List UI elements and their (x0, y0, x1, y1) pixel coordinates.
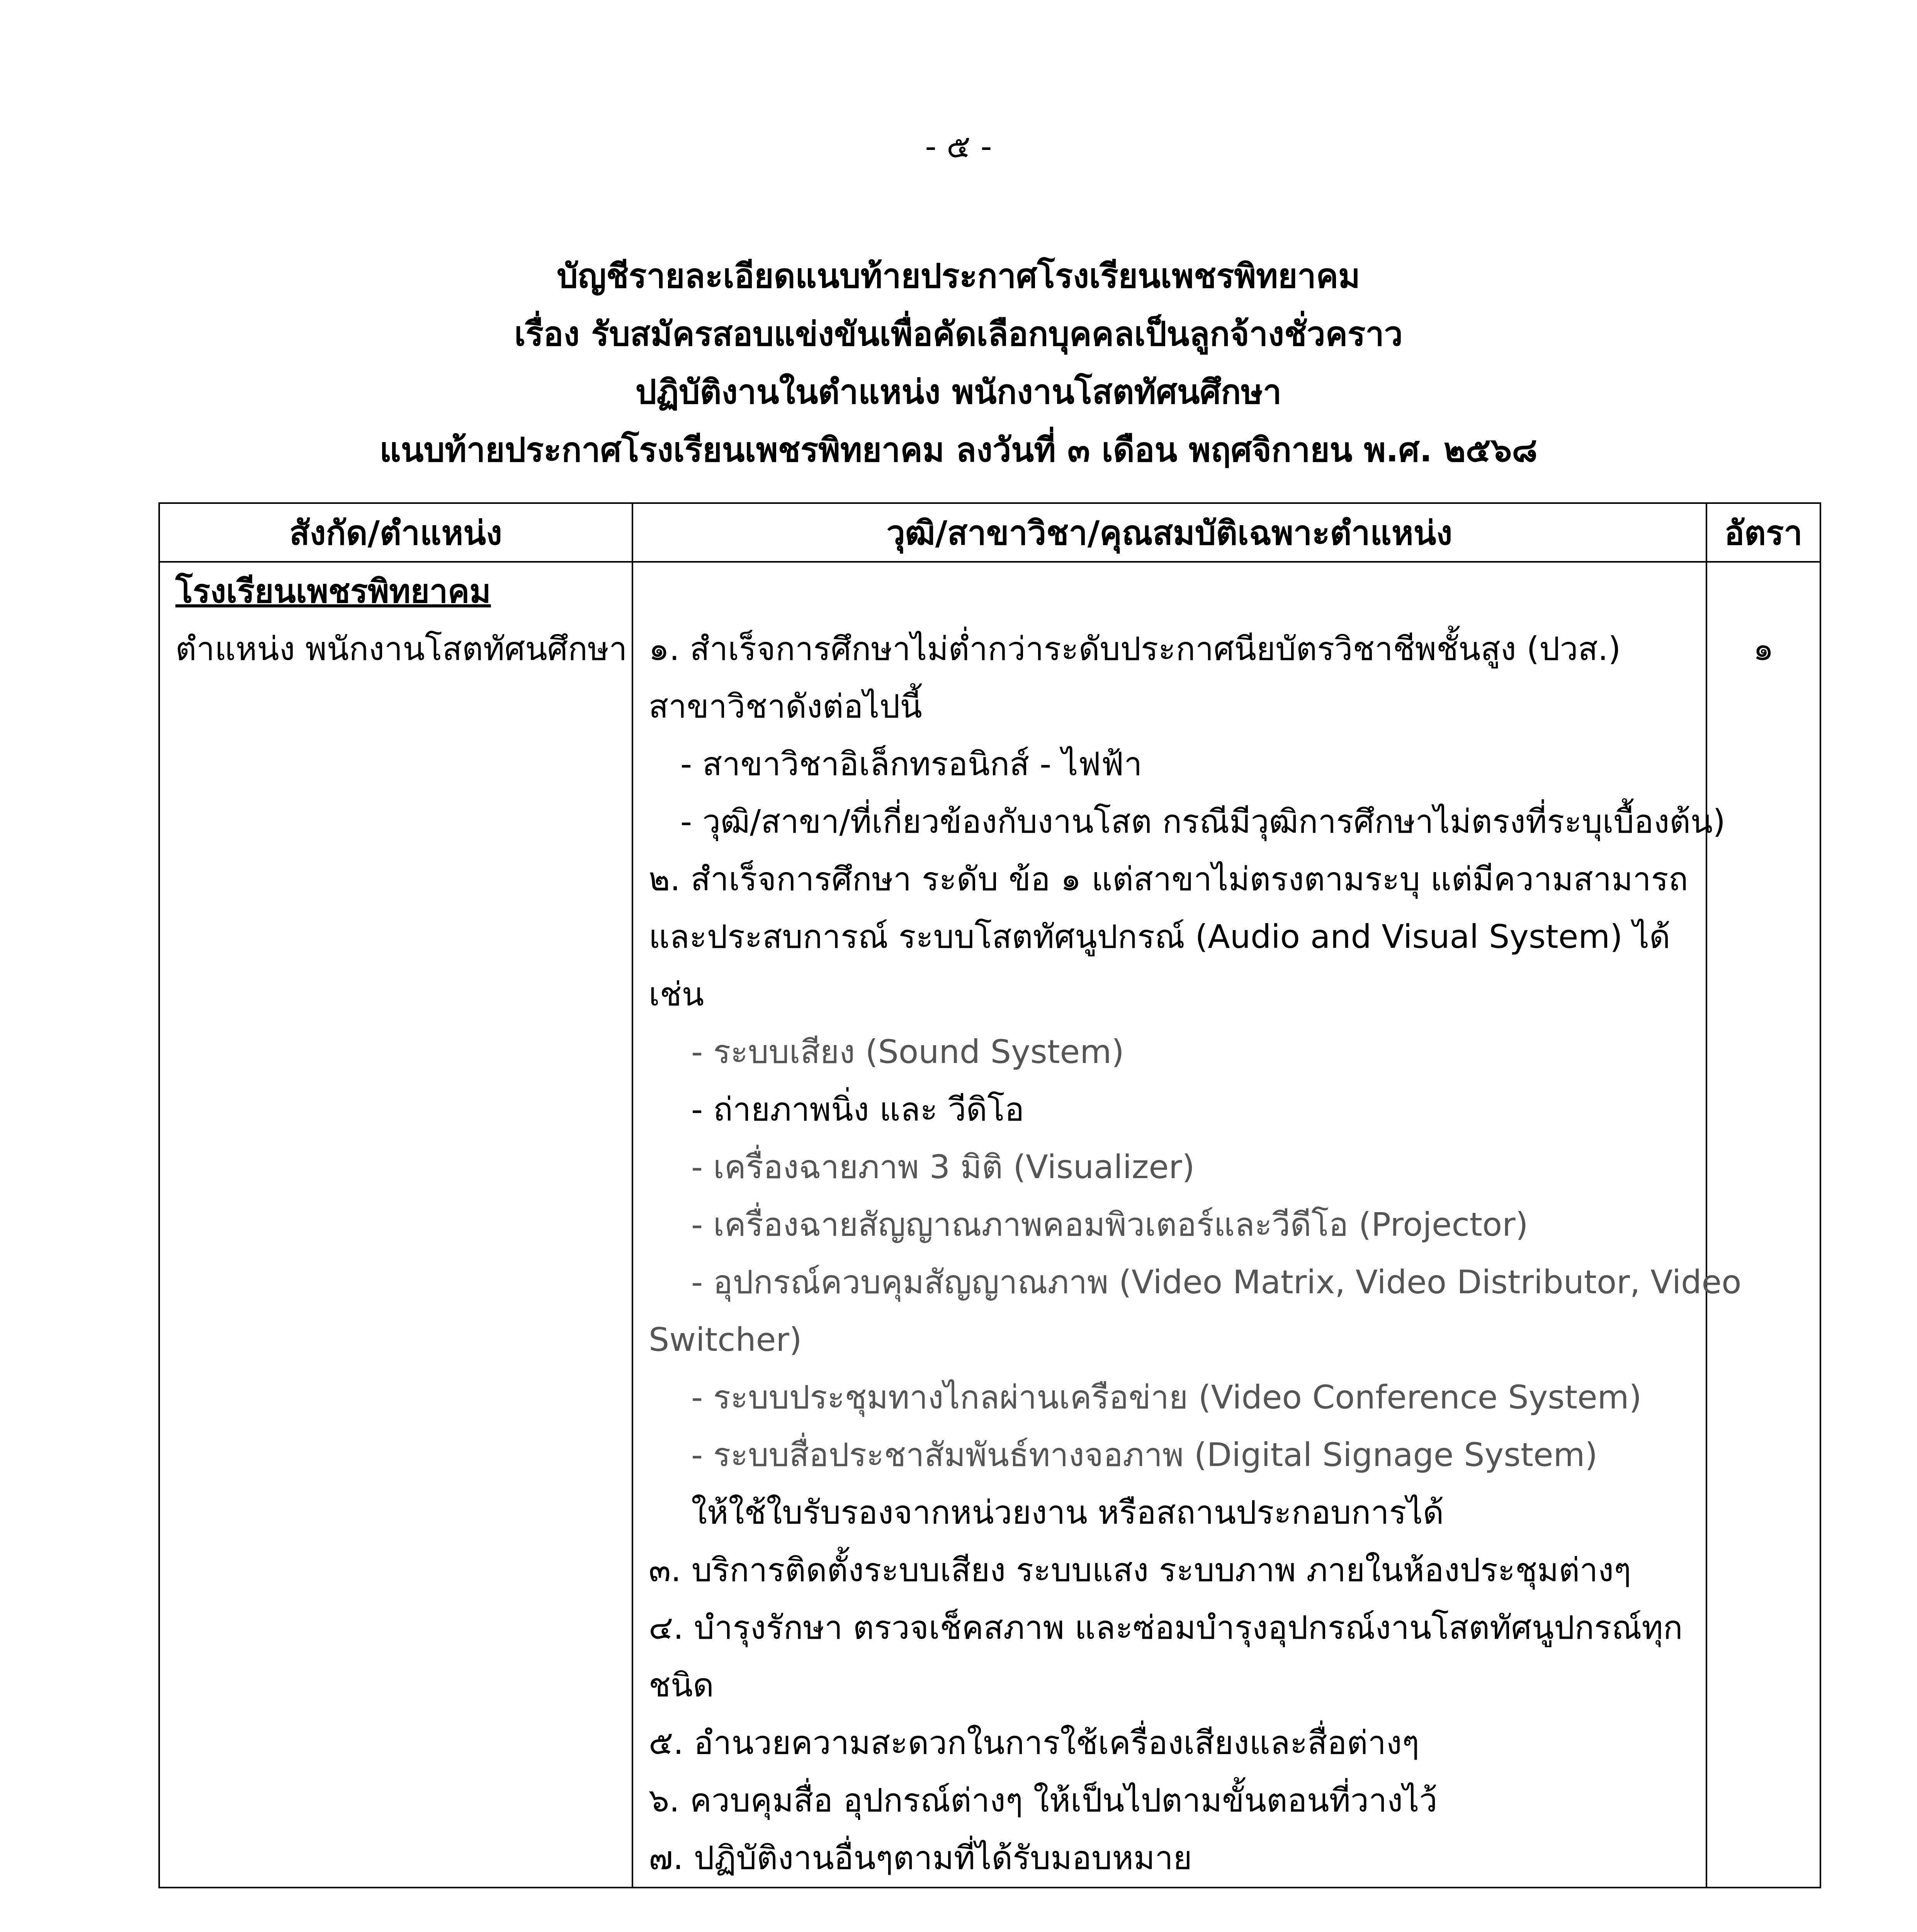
qualification-4-cont: ชนิด (649, 1666, 714, 1704)
heading-line-3: ปฏิบัติงานในตำแหน่ง พนักงานโสตทัศนศึกษา (635, 373, 1282, 412)
qualification-2-cont: และประสบการณ์ ระบบโสตทัศนูปกรณ์ (Audio and Visual System) ได้ (649, 918, 1671, 956)
qualification-1-cont: สาขาวิชาดังต่อไปนี้ (649, 687, 922, 725)
qualification-3: ๓. บริการติดตั้งระบบเสียง ระบบแสง ระบบภาพ ภายในห้องประชุมต่างๆ (649, 1551, 1631, 1589)
header-rate: อัตรา (1706, 503, 1820, 562)
position-name: ตำแหน่ง พนักงานโสตทัศนศึกษา (175, 630, 627, 668)
skill-item: - ระบบประชุมทางไกลผ่านเครือข่าย (Video Conference System) (691, 1378, 1642, 1416)
skill-item: - ระบบสื่อประชาสัมพันธ์ทางจอภาพ (Digital Signage System) (691, 1436, 1598, 1474)
qualification-1-field-b: - วุฒิ/สาขา/ที่เกี่ยวข้องกับงานโสต กรณีมีวุฒิการศึกษาไม่ตรงที่ระบุเบื้องต้น) (680, 803, 1725, 840)
qualification-1: ๑. สำเร็จการศึกษาไม่ต่ำกว่าระดับประกาศนียบัตรวิชาชีพชั้นสูง (ปวส.) (649, 630, 1621, 668)
skill-item: - อุปกรณ์ควบคุมสัญญาณภาพ (Video Matrix, Video Distributor, Video (691, 1263, 1742, 1301)
qualification-2-cont-2: เช่น (649, 975, 704, 1013)
table-header-row (159, 503, 1820, 562)
skill-item: - เครื่องฉายสัญญาณภาพคอมพิวเตอร์และวีดีโอ (Projector) (691, 1206, 1528, 1243)
header-affiliation: สังกัด/ตำแหน่ง (159, 503, 632, 562)
skill-item: - เครื่องฉายภาพ 3 มิติ (Visualizer) (691, 1148, 1195, 1186)
qualification-4: ๔. บำรุงรักษา ตรวจเช็คสภาพ และซ่อมบำรุงอุปกรณ์งานโสตทัศนูปกรณ์ทุก (649, 1609, 1683, 1646)
qualification-7: ๗. ปฏิบัติงานอื่นๆตามที่ได้รับมอบหมาย (649, 1839, 1192, 1877)
skill-item-cont: Switcher) (649, 1321, 802, 1359)
certificate-note: ให้ใช้ใบรับรองจากหน่วยงาน หรือสถานประกอบการได้ (691, 1493, 1444, 1531)
header-qualifications: วุฒิ/สาขาวิชา/คุณสมบัติเฉพาะตำแหน่ง (632, 503, 1706, 562)
qualification-2: ๒. สำเร็จการศึกษา ระดับ ข้อ ๑ แต่สาขาไม่ตรงตามระบุ แต่มีความสามารถ (649, 860, 1688, 898)
qualification-5: ๕. อำนวยความสะดวกในการใช้เครื่องเสียงและสื่อต่างๆ (649, 1724, 1419, 1762)
table-row (159, 562, 1820, 1888)
heading-line-4: แนบท้ายประกาศโรงเรียนเพชรพิทยาคม ลงวันที่ ๓ เดือน พฤศจิกายน พ.ศ. ๒๕๖๘ (379, 431, 1538, 469)
organization-name: โรงเรียนเพชรพิทยาคม (175, 572, 491, 610)
affiliation-cell (159, 562, 632, 1888)
qualification-6: ๖. ควบคุมสื่อ อุปกรณ์ต่างๆ ให้เป็นไปตามขั้นตอนที่วางไว้ (649, 1781, 1438, 1819)
document-heading (0, 247, 1917, 479)
heading-line-2: เรื่อง รับสมัครสอบแข่งขันเพื่อคัดเลือกบุคคลเป็นลูกจ้างชั่วคราว (514, 315, 1403, 354)
skill-item: - ถ่ายภาพนิ่ง และ วีดิโอ (691, 1090, 1025, 1128)
skill-item: - ระบบเสียง (Sound System) (691, 1033, 1124, 1071)
qualifications-cell (632, 562, 1742, 1888)
qualification-1-field-a: - สาขาวิชาอิเล็กทรอนิกส์ - ไฟฟ้า (680, 745, 1142, 783)
rate-value: ๑ (1753, 630, 1774, 668)
rate-cell (1706, 562, 1820, 1888)
heading-line-1: บัญชีรายละเอียดแนบท้ายประกาศโรงเรียนเพชรพิทยาคม (557, 257, 1360, 296)
page-number: - ๕ - (925, 128, 992, 165)
qualification-table (158, 502, 1821, 1888)
